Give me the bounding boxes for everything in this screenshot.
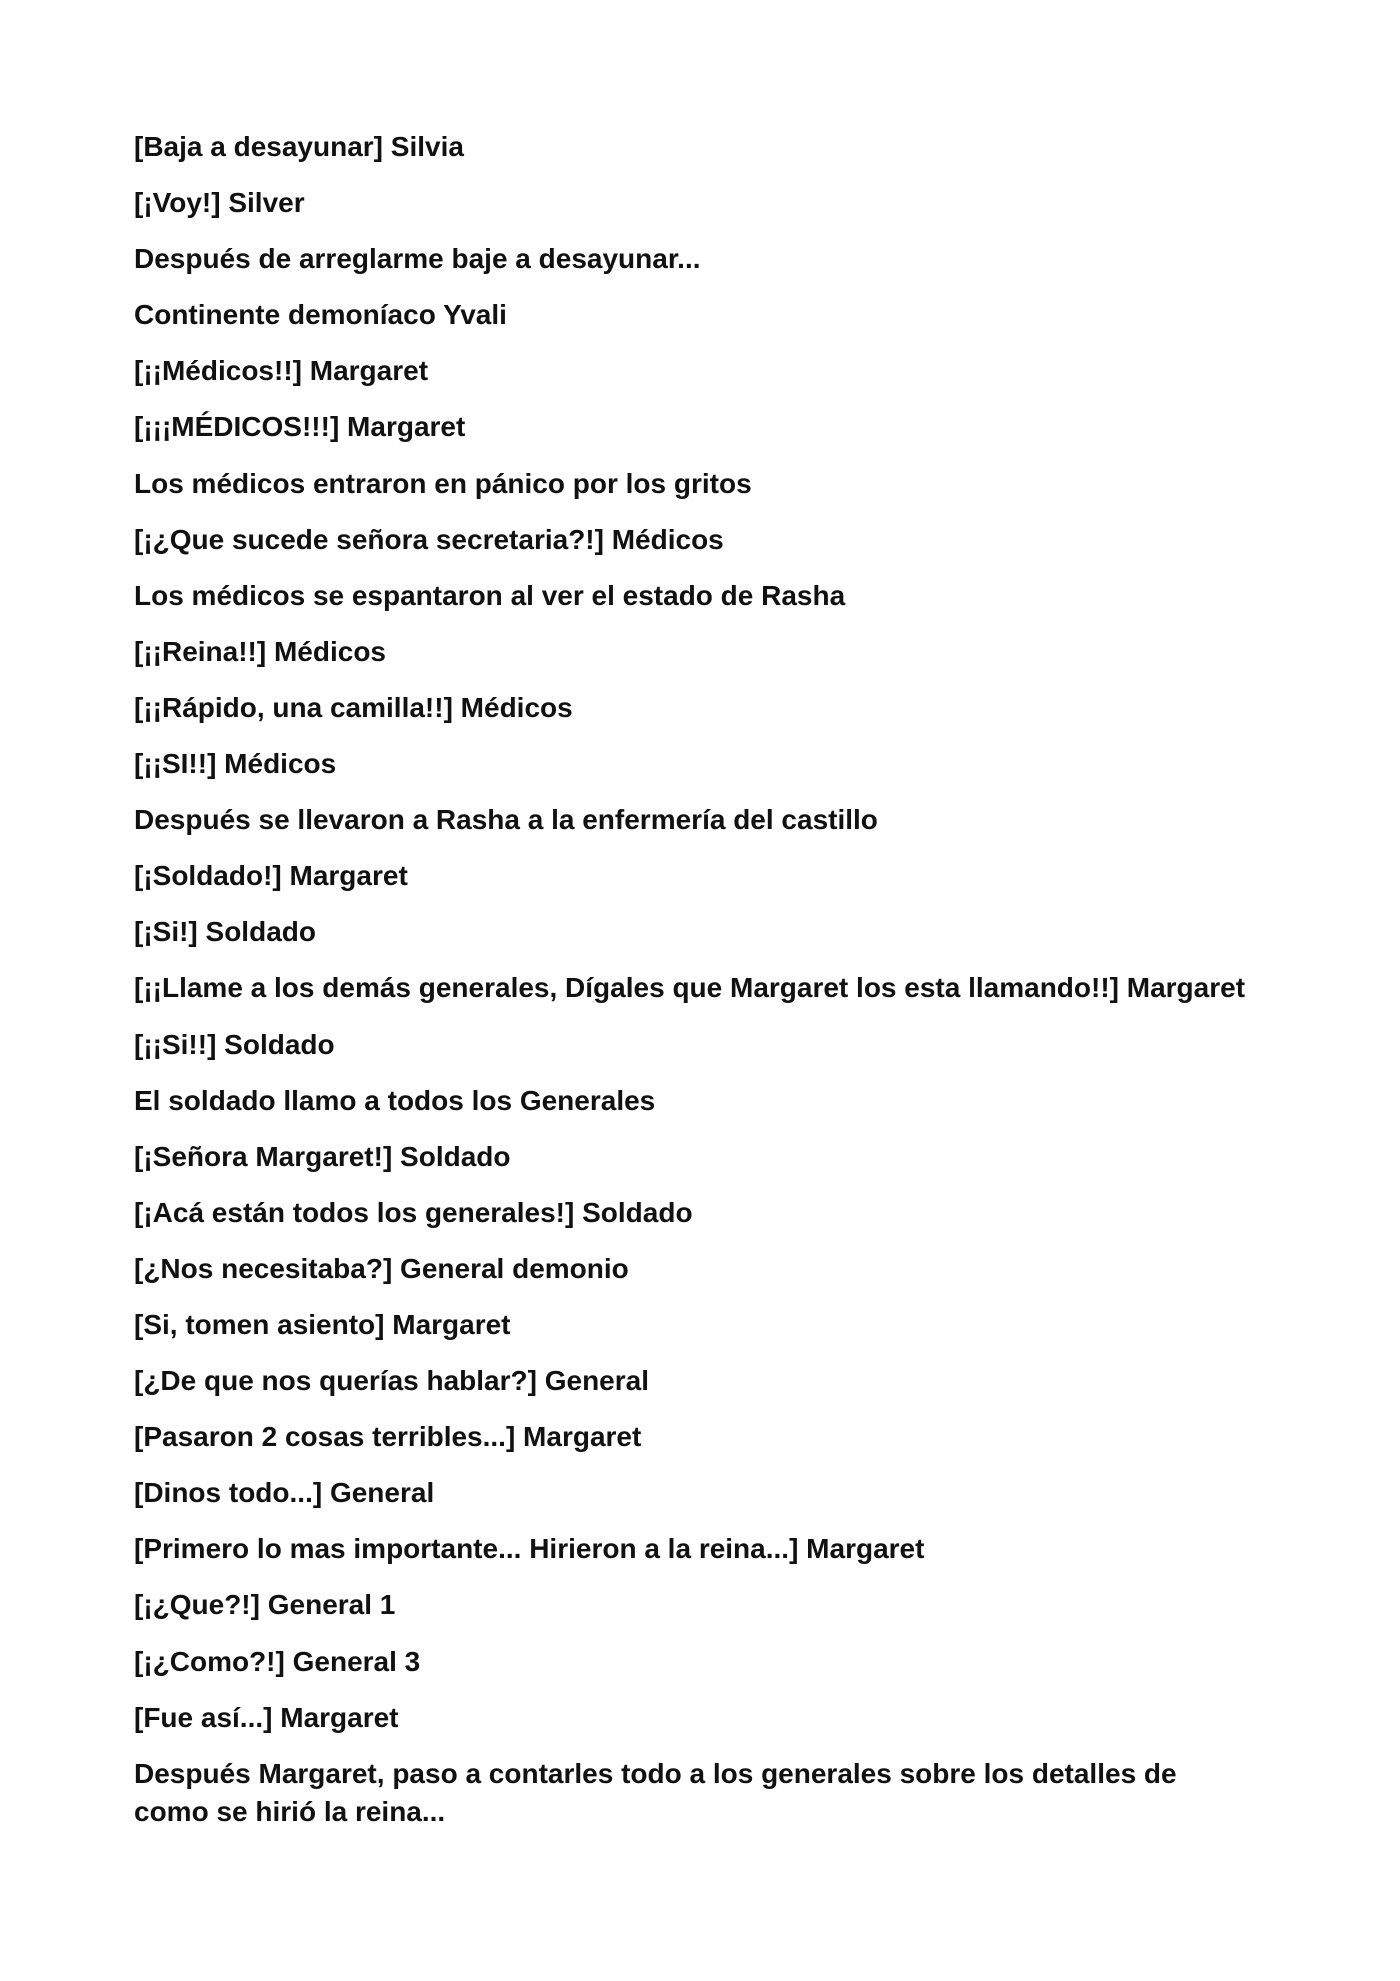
text-line: [¡Voy!] Silver: [134, 187, 305, 219]
text-line: [¡¡Llame a los demás generales, Dígales que Margaret los esta llamando!!] Margaret: [134, 972, 1246, 1004]
text-line: [¿De que nos querías hablar?] General: [134, 1365, 650, 1397]
text-line: [¡¡Reina!!] Médicos: [134, 635, 386, 667]
text-line: [Si, tomen asiento] Margaret: [134, 1308, 511, 1340]
text-line: [¡¡Rápido, una camilla!!] Médicos: [134, 691, 573, 723]
text-line: [Pasaron 2 cosas terribles...] Margaret: [134, 1421, 642, 1453]
text-line: [Dinos todo...] General: [134, 1477, 435, 1509]
text-line: [¡¿Que sucede señora secretaria?!] Médicos: [134, 523, 724, 555]
text-line: Continente demoníaco Yvali: [134, 299, 507, 331]
text-line: [Primero lo mas importante... Hirieron a la reina...] Margaret: [134, 1533, 925, 1565]
text-line: [¿Nos necesitaba?] General demonio: [134, 1252, 629, 1284]
text-line: Los médicos entraron en pánico por los gritos: [134, 467, 752, 499]
text-line: [Fue así...] Margaret: [134, 1701, 399, 1733]
text-line: [¡¡¡MÉDICOS!!!] Margaret: [134, 411, 466, 443]
text-line: [¡¿Como?!] General 3: [134, 1645, 421, 1677]
text-line: [¡Señora Margaret!] Soldado: [134, 1140, 511, 1172]
text-line: [¡Si!] Soldado: [134, 916, 316, 948]
text-line: [¡Acá están todos los generales!] Soldado: [134, 1196, 693, 1228]
text-paragraph: Después Margaret, paso a contarles todo a los generales sobre los detalles de como se hirió la reina...: [134, 1757, 1177, 1827]
text-line: Después se llevaron a Rasha a la enfermería del castillo: [134, 804, 878, 836]
text-line: Después de arreglarme baje a desayunar...: [134, 243, 701, 275]
document-text: [134, 128, 1284, 1849]
text-line: Los médicos se espantaron al ver el estado de Rasha: [134, 579, 846, 611]
text-line: [¡¡Si!!] Soldado: [134, 1028, 335, 1060]
text-line: [¡Soldado!] Margaret: [134, 860, 408, 892]
text-line: [¡¡SI!!] Médicos: [134, 748, 337, 780]
text-line: El soldado llamo a todos los Generales: [134, 1084, 656, 1116]
text-line: [¡¡Médicos!!] Margaret: [134, 355, 429, 387]
text-line: [¡¿Que?!] General 1: [134, 1589, 396, 1621]
text-line: [Baja a desayunar] Silvia: [134, 131, 464, 162]
